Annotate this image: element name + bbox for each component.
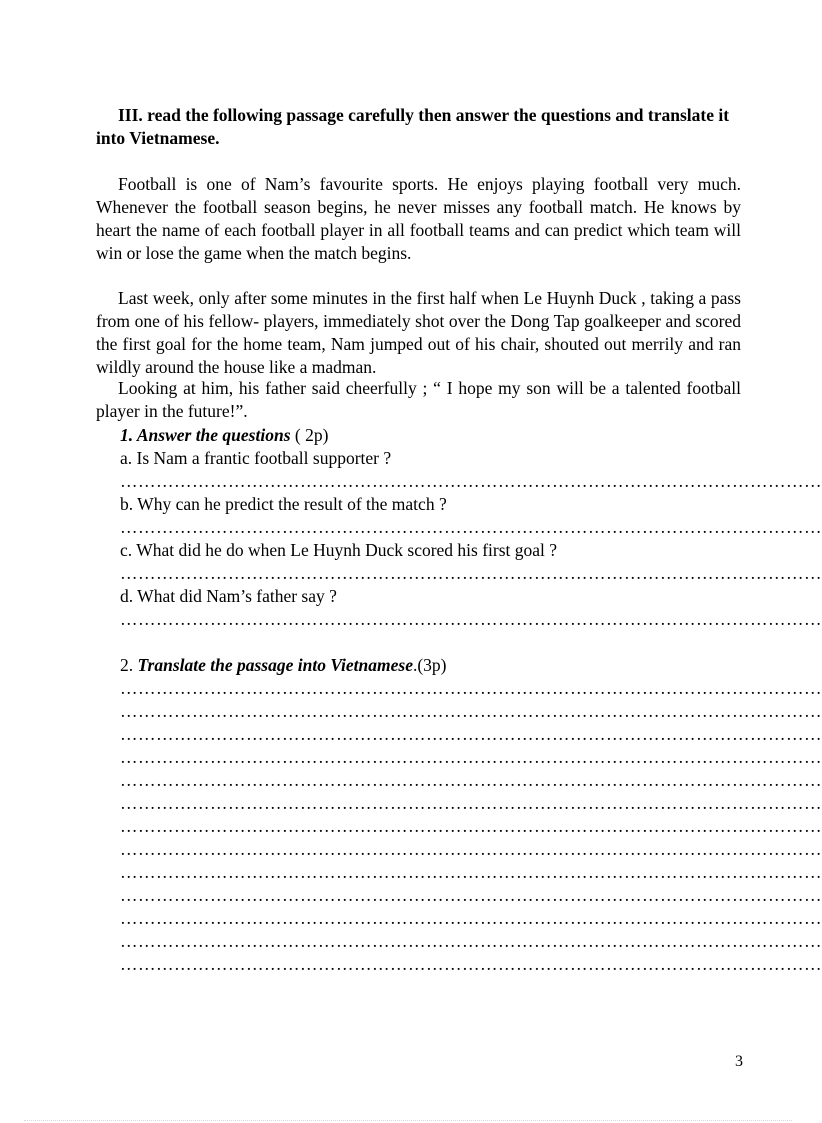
translation-line: ……………………………………………………………………………………………………… [120, 678, 822, 698]
translation-line: ……………………………………………………………………………………………………… [120, 931, 822, 951]
answer-line-c: ……………………………………………………………………………………………………… [120, 563, 822, 583]
translation-line: ……………………………………………………………………………………………………… [120, 908, 822, 928]
question-c: c. What did he do when Le Huynh Duck scored his first goal ? [120, 540, 558, 560]
passage-paragraph-1: Football is one of Nam’s favourite sports. He enjoys playing football very much. Whenever the football season begins, he never misses any football match. He knows by heart the name of each football player in all football teams and can predict which team will win or lose the game when the match begins. [96, 174, 741, 263]
translation-line: ……………………………………………………………………………………………………… [120, 885, 822, 905]
section-heading: III. read the following passage carefully then answer the questions and translate it into Vietnamese. [96, 105, 730, 148]
translation-line: ……………………………………………………………………………………………………… [120, 793, 822, 813]
answer-line-d: ……………………………………………………………………………………………………… [120, 609, 822, 629]
translation-line: ……………………………………………………………………………………………………… [120, 862, 822, 882]
task-2-points: .(3p) [412, 655, 447, 675]
task-1-title: 1. Answer the questions [120, 425, 291, 445]
translation-line: ……………………………………………………………………………………………………… [120, 701, 822, 721]
translation-line: ……………………………………………………………………………………………………… [120, 770, 822, 790]
question-b: b. Why can he predict the result of the match ? [120, 494, 447, 514]
translation-line: ……………………………………………………………………………………………………… [120, 816, 822, 836]
answer-line-b: ……………………………………………………………………………………………………… [120, 517, 822, 537]
task-1-heading [120, 424, 328, 447]
task-2-title: Translate the passage into Vietnamese [137, 655, 413, 675]
task-1-points: ( 2p) [290, 425, 329, 445]
page-bottom-border [24, 1120, 792, 1121]
translation-line: ……………………………………………………………………………………………………… [120, 724, 822, 744]
task-2-heading [120, 654, 447, 677]
translation-line: ……………………………………………………………………………………………………… [120, 747, 822, 767]
page-number: 3 [735, 1053, 743, 1070]
question-a: a. Is Nam a frantic football supporter ? [120, 448, 392, 468]
translation-line: ……………………………………………………………………………………………………… [120, 839, 822, 859]
answer-line-a: ……………………………………………………………………………………………………… [120, 471, 822, 491]
question-d: d. What did Nam’s father say ? [120, 586, 337, 606]
task-2-number: 2. [120, 655, 138, 675]
passage-paragraph-2: Last week, only after some minutes in the first half when Le Huynh Duck , taking a pass from one of his fellow- players, immediately shot over the Dong Tap goalkeeper and scored the first goal for the home team, Nam jumped out of his chair, shouted out merrily and ran wildly around the house like a madman. [96, 288, 741, 377]
translation-line: ……………………………………………………………………………………………………… [120, 954, 822, 974]
passage-paragraph-3: Looking at him, his father said cheerfully ; “ I hope my son will be a talented football player in the future!”. [96, 378, 741, 421]
